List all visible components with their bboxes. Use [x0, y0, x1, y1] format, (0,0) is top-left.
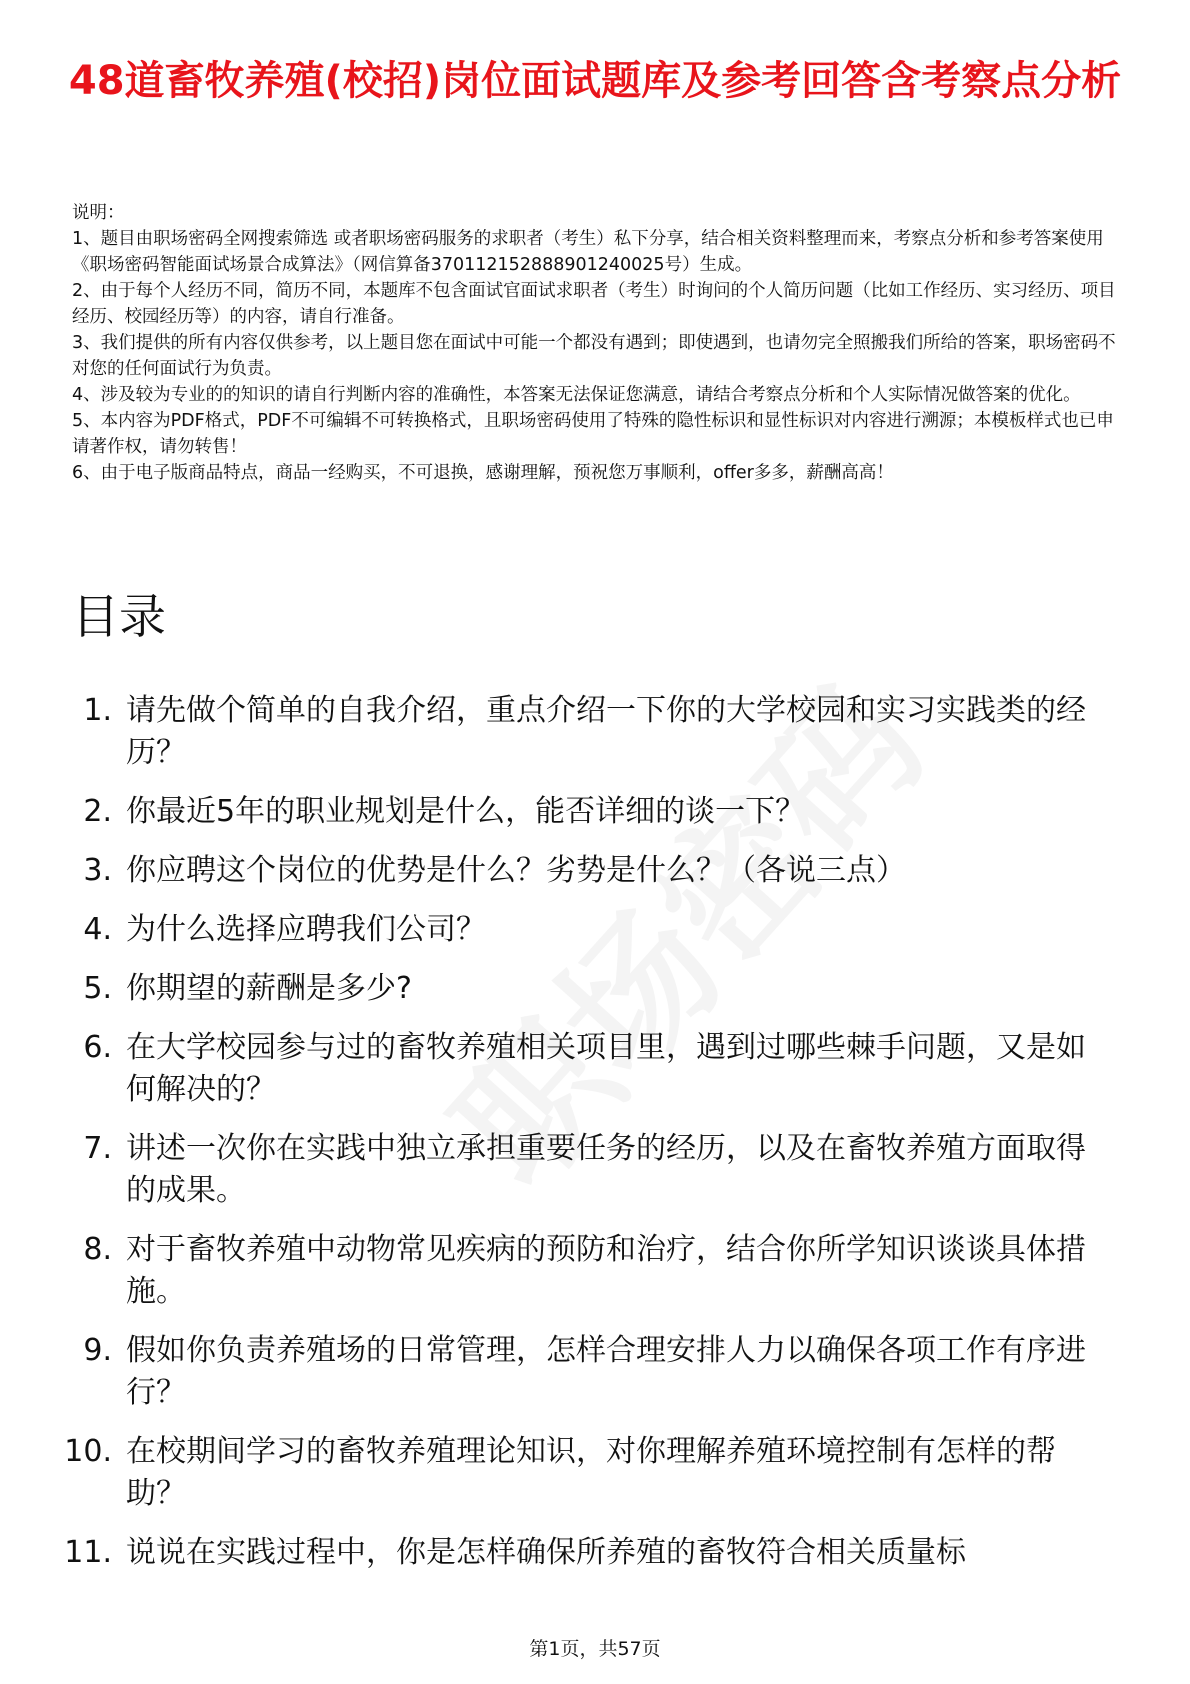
toc-item[interactable]: [64, 1431, 1112, 1515]
toc-item-number: 6.: [83, 1030, 112, 1065]
toc-heading: 目录: [72, 590, 166, 645]
toc-item-text: 在大学校园参与过的畜牧养殖相关项目里，遇到过哪些棘手问题，又是如何解决的？: [126, 1030, 1086, 1107]
toc-item-number: 1.: [83, 693, 112, 728]
toc-item-number: 5.: [83, 971, 112, 1006]
toc-item[interactable]: [64, 1532, 1112, 1574]
toc-item-number: 4.: [83, 912, 112, 947]
notes-section: [72, 200, 1122, 486]
notes-heading: 说明：: [72, 203, 125, 223]
notes-item: 1、题目由职场密码全网搜索筛选 或者职场密码服务的求职者（考生）私下分享，结合相关资料整理而来，考察点分析和参考答案使用《职场密码智能面试场景合成算法》（网信算备370112152888901240025号）生成。: [72, 229, 1104, 275]
toc-item[interactable]: [72, 791, 1112, 833]
toc-item[interactable]: [72, 1229, 1112, 1313]
toc-item-number: 3.: [83, 853, 112, 888]
toc-list: [64, 690, 1112, 1591]
toc-item-number: 8.: [83, 1232, 112, 1267]
page-footer: 第1页，共57页: [529, 1638, 661, 1660]
toc-item-number: 10.: [64, 1434, 112, 1469]
toc-item[interactable]: [72, 968, 1112, 1010]
toc-item-text: 在校期间学习的畜牧养殖理论知识，对你理解养殖环境控制有怎样的帮助？: [126, 1434, 1056, 1511]
toc-item-number: 9.: [83, 1333, 112, 1368]
notes-item: 2、由于每个人经历不同，简历不同，本题库不包含面试官面试求职者（考生）时询问的个人简历问题（比如工作经历、实习经历、项目经历、校园经历等）的内容，请自行准备。: [72, 281, 1116, 327]
toc-item-text: 假如你负责养殖场的日常管理，怎样合理安排人力以确保各项工作有序进行？: [126, 1333, 1086, 1410]
toc-item-text: 你最近5年的职业规划是什么，能否详细的谈一下？: [126, 794, 806, 829]
toc-item-text: 说说在实践过程中，你是怎样确保所养殖的畜牧符合相关质量标: [126, 1535, 966, 1570]
toc-item[interactable]: [72, 909, 1112, 951]
toc-item-number: 2.: [83, 794, 112, 829]
toc-item-number: 11.: [64, 1535, 112, 1570]
toc-item[interactable]: [72, 1128, 1112, 1212]
toc-item-text: 为什么选择应聘我们公司？: [126, 912, 486, 947]
notes-item: 6、由于电子版商品特点，商品一经购买，不可退换，感谢理解，预祝您万事顺利，offer多多，薪酬高高！: [72, 463, 894, 483]
toc-item-text: 讲述一次你在实践中独立承担重要任务的经历，以及在畜牧养殖方面取得的成果。: [126, 1131, 1086, 1208]
toc-item[interactable]: [72, 1330, 1112, 1414]
document-title: 48道畜牧养殖(校招)岗位面试题库及参考回答含考察点分析: [68, 58, 1122, 104]
toc-item-number: 7.: [83, 1131, 112, 1166]
toc-item-text: 请先做个简单的自我介绍，重点介绍一下你的大学校园和实习实践类的经历？: [126, 693, 1086, 770]
toc-item[interactable]: [72, 850, 1112, 892]
toc-item[interactable]: [72, 690, 1112, 774]
toc-item-text: 对于畜牧养殖中动物常见疾病的预防和治疗，结合你所学知识谈谈具体措施。: [126, 1232, 1086, 1309]
toc-item-text: 你期望的薪酬是多少?: [126, 971, 412, 1006]
notes-item: 4、涉及较为专业的的知识的请自行判断内容的准确性，本答案无法保证您满意，请结合考察点分析和个人实际情况做答案的优化。: [72, 385, 1081, 405]
toc-item[interactable]: [72, 1027, 1112, 1111]
toc-item-text: 你应聘这个岗位的优势是什么？劣势是什么？（各说三点）: [126, 853, 906, 888]
notes-item: 3、我们提供的所有内容仅供参考，以上题目您在面试中可能一个都没有遇到；即使遇到，也请勿完全照搬我们所给的答案，职场密码不对您的任何面试行为负责。: [72, 333, 1116, 379]
notes-item: 5、本内容为PDF格式，PDF不可编辑不可转换格式，且职场密码使用了特殊的隐性标识和显性标识对内容进行溯源；本模板样式也已申请著作权，请勿转售！: [72, 411, 1114, 457]
